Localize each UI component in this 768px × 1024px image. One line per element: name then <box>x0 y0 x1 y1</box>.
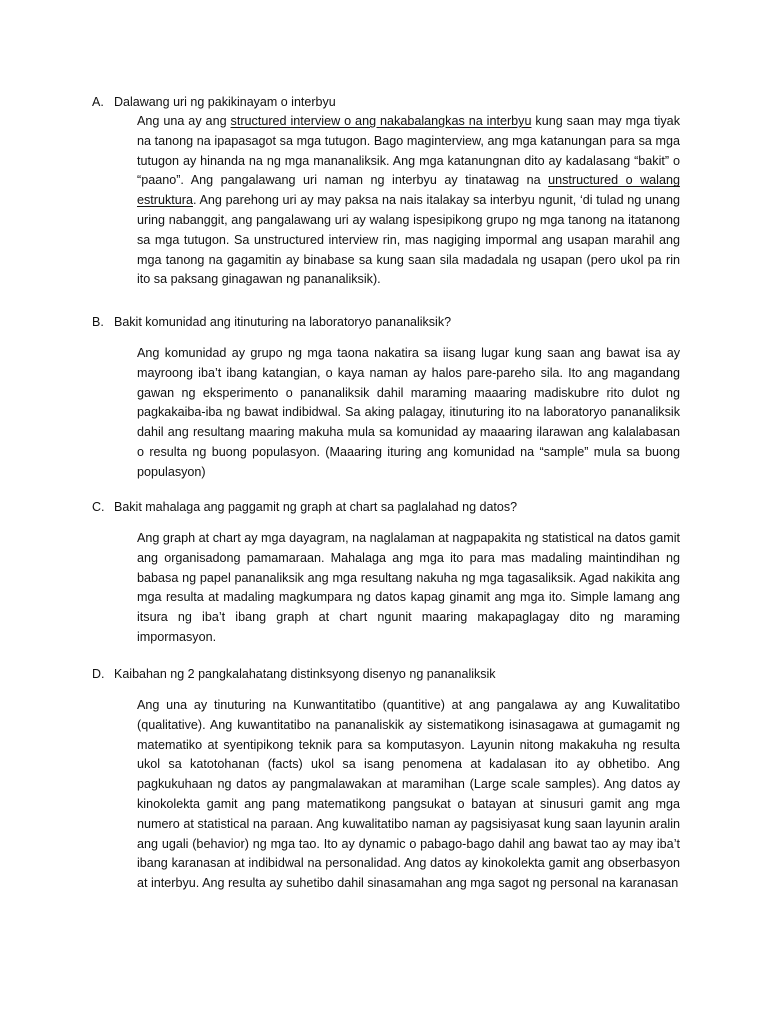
section-a-heading <box>92 94 336 110</box>
section-a-text-1: Ang una ay ang <box>137 114 231 128</box>
section-a-title: Dalawang uri ng pakikinayam o interbyu <box>114 95 336 109</box>
section-c-letter: C. <box>92 500 105 514</box>
section-a-text-2: kung saan may mga tiyak na tanong na ipapasagot sa mga tutugon. Bago maginterview, ang mga katanungan para sa mga tutugon ay hinanda na ng mga mananaliksik. Ang mga katanungnan dito ay kadalasang “bakit” o “paano”. Ang pangalawang uri naman ng interbyu ay tinatawag na <box>137 114 680 188</box>
section-b-letter: B. <box>92 315 104 329</box>
section-c-heading <box>92 499 517 515</box>
section-d-heading <box>92 666 496 682</box>
section-d-paragraph: Ang una ay tinuturing na Kunwantitatibo (quantitive) at ang pangalawa ay ang Kuwalitatibo (qualitative). Ang kuwantitatibo na pananaliskik ay sistematikong isinasagawa at gumagamit ng matematiko at syentipikong teknik para sa komputasyon. Layunin nitong makakuha ng resulta ukol sa katotohanan (facts) ukol sa isang penomena at kadalasan ito ay obhetibo. Ang pagkukuhaan ng datos ay pangmalawakan at maramihan (Large scale samples). Ang datos ay kinokolekta gamit ang pang matematikong pangsukat o batayan at sinusuri gamit ang mga numero at statistical na paraan. Ang kuwalitatibo naman ay pagsisiyasat kung saan layunin aralin ang ugali (behavior) ng mga tao. Ito ay dynamic o pabago-bago dahil ang bawat tao ay may iba’t ibang karanasan at indibidwal na personalidad. Ang datos ay kinokolekta gamit ang obserbasyon at interbyu. Ang resulta ay suhetibo dahil sinasamahan ang mga sagot ng personal na karanasan <box>137 698 680 891</box>
section-d-title: Kaibahan ng 2 pangkalahatang distinksyong disenyo ng pananaliksik <box>114 667 496 681</box>
section-d-letter: D. <box>92 667 105 681</box>
section-a-text-3: . Ang parehong uri ay may paksa na nais italakay sa interbyu ngunit, ‘di tulad ng unang uring nabanggit, ang pangalawang uri ay walang ispesipikong grupo ng mga tanong na itatanong sa mga tutugon. Sa unstructured interview rin, mas nagiging impormal ang usapan marahil ang mga tanong na gagamitin ay binabase sa kung saan sila madadala ng usapan (pero ukol pa rin ito sa paksang ginagawan ng pananaliksik). <box>137 193 680 287</box>
section-c-paragraph: Ang graph at chart ay mga dayagram, na naglalaman at nagpapakita ng statistical na datos gamit ang organisadong pamamaraan. Mahalaga ang mga ito para mas madaling maintindihan ng babasa ng papel pananaliksik ang mga resultang nakuha ng mga tagasaliksik. Agad nakikita ang mga resulta at madaling magkumpara ng datos kapag ginamit ang mga ito. Simple lamang ang itsura ng iba’t ibang graph at chart ngunit maaring makapaglagay dito ng maraming impormasyon. <box>137 531 680 644</box>
structured-interview-term: structured interview o ang nakabalangkas na interbyu <box>230 114 532 128</box>
section-a-letter: A. <box>92 95 104 109</box>
unstructured-interview-term: unstructured o walang estruktura <box>137 173 680 208</box>
section-b-title: Bakit komunidad ang itinuturing na laboratoryo pananaliksik? <box>114 315 452 329</box>
section-b-paragraph: Ang komunidad ay grupo ng mga taona nakatira sa iisang lugar kung saan ang bawat isa ay mayroong iba’t ibang katangian, o kaya naman ay halos pare-pareho sila. Ito ang magandang gawan ng eksperimento o pananaliksik dahil maraming maaaring madiskubre rito dulot ng pagkakaiba-iba ng bawat indibidwal. Sa aking palagay, itinuturing ito na laboratoryo pananaliksik dahil ang resultang maaring makuha mula sa komunidad ay maaaring ilarawan ang kalalabasan o resulta ng buong populasyon. (Maaaring ituring ang komunidad na “sample” mula sa buong populasyon) <box>137 346 680 479</box>
section-a-paragraph <box>137 112 680 290</box>
section-c-title: Bakit mahalaga ang paggamit ng graph at chart sa paglalahad ng datos? <box>114 500 518 514</box>
section-b-heading <box>92 314 451 330</box>
